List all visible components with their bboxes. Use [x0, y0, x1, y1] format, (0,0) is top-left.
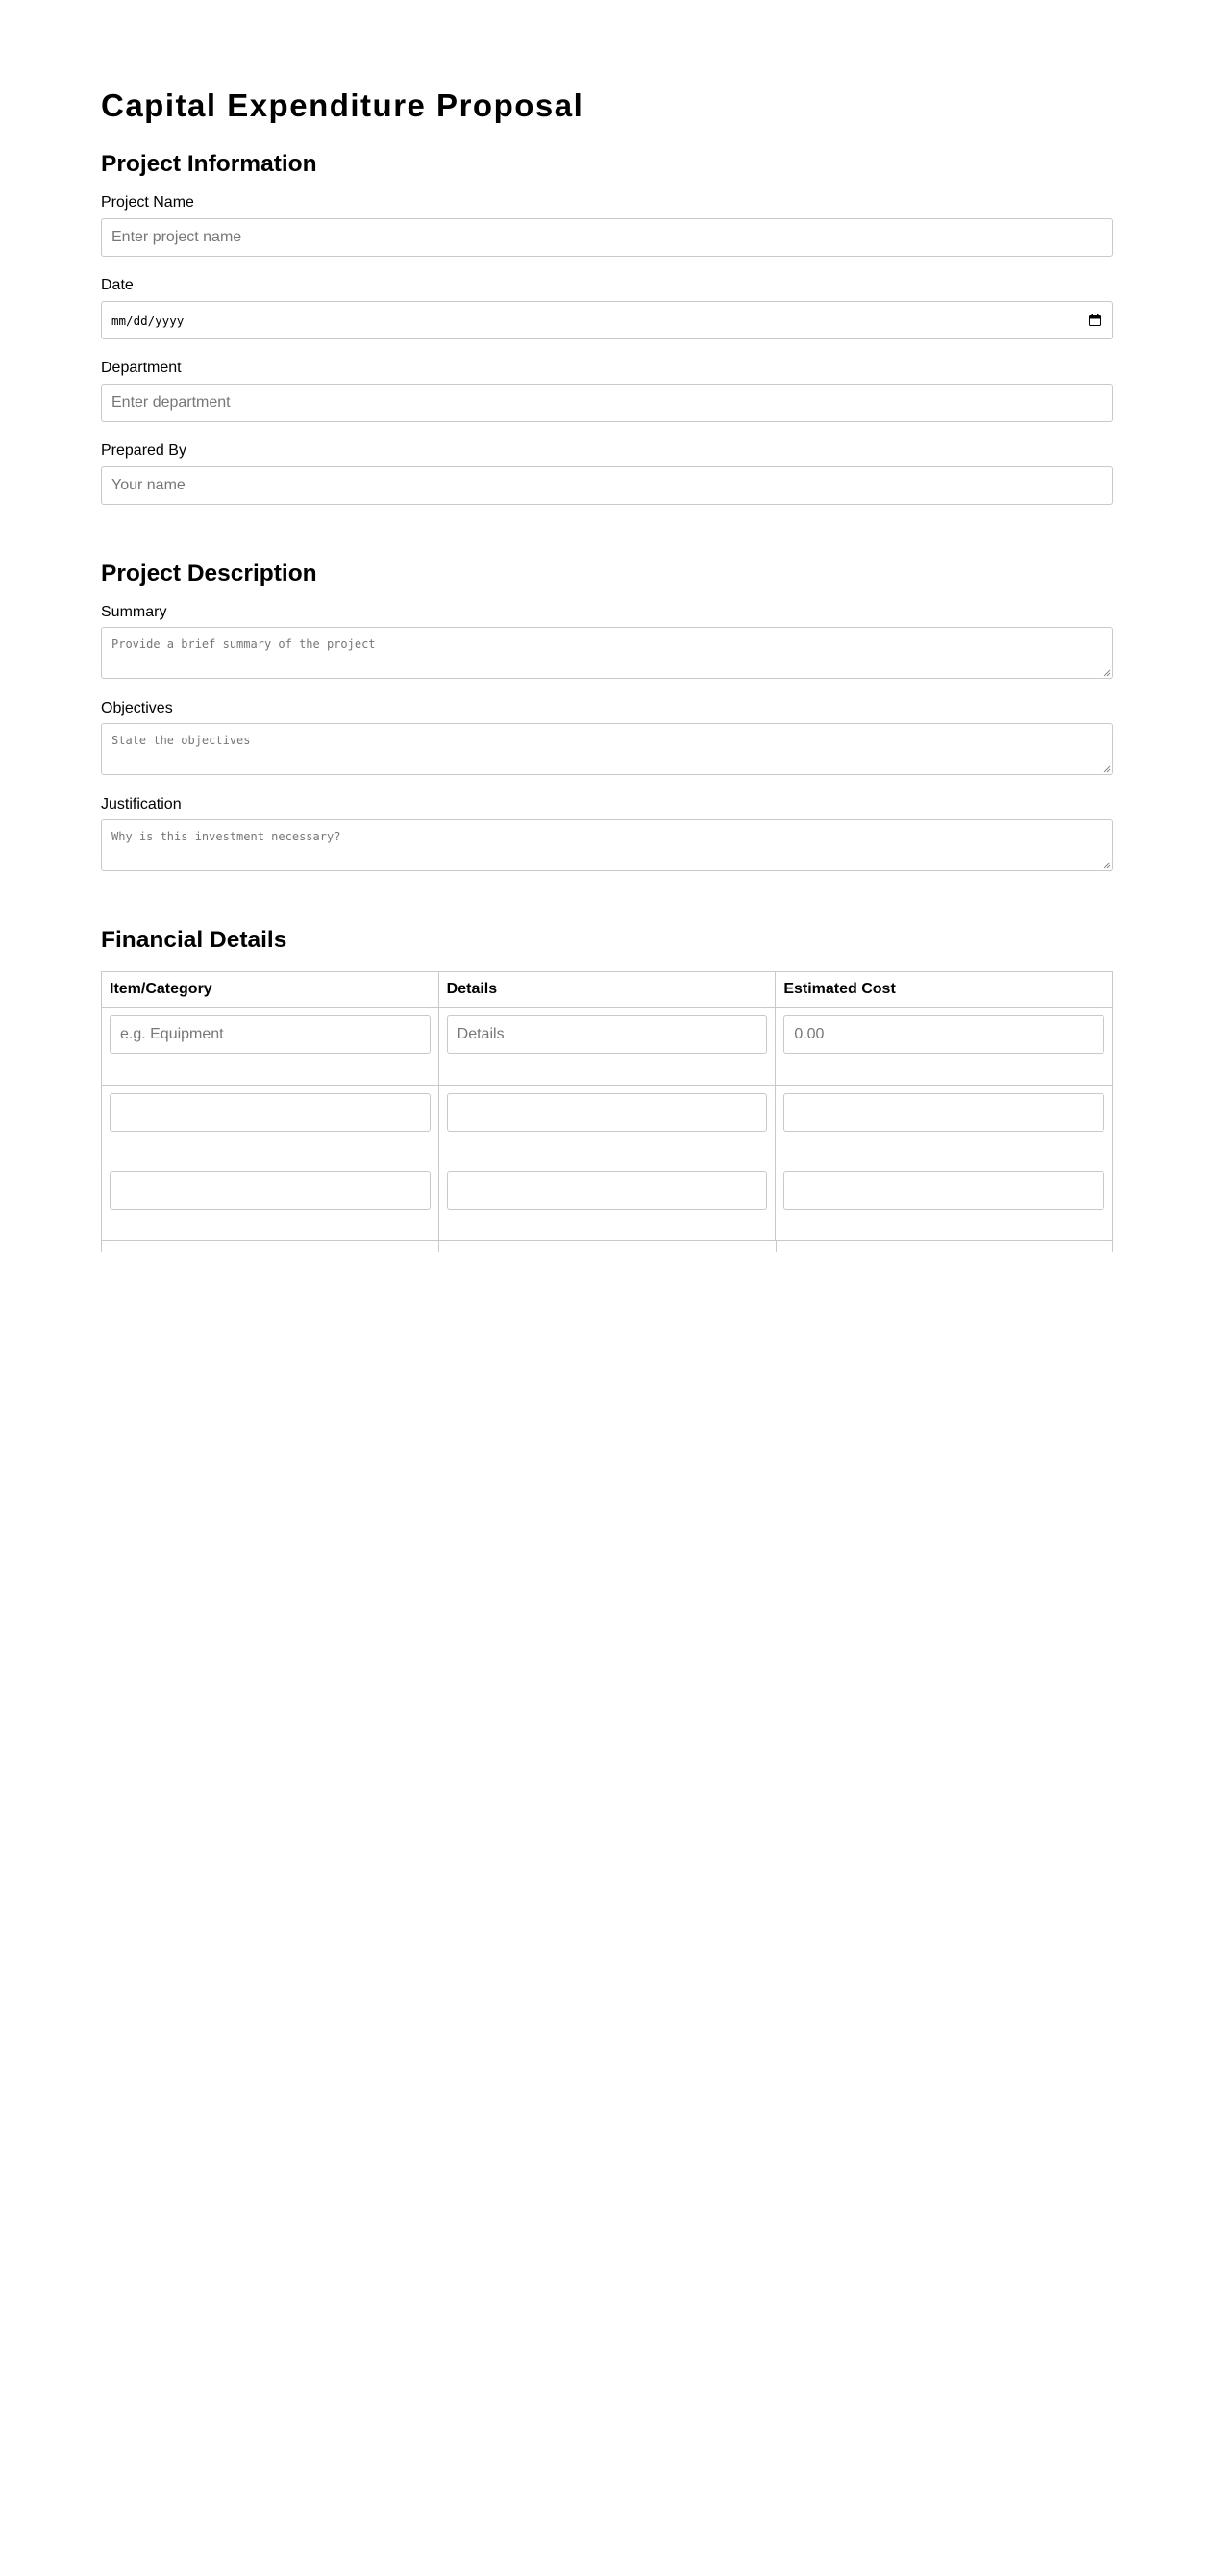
estimated-cost-input[interactable] [783, 1093, 1104, 1132]
table-cell [102, 1163, 439, 1241]
justification-textarea[interactable] [101, 819, 1113, 871]
table-border-line [776, 1240, 777, 1252]
summary-textarea[interactable] [101, 627, 1113, 679]
table-cell [438, 1086, 776, 1163]
section-heading-project-description: Project Description [101, 561, 317, 587]
justification-label: Justification [101, 796, 182, 813]
objectives-field-wrapper [101, 723, 1113, 775]
table-border-line [438, 1240, 439, 1252]
item-category-input[interactable] [110, 1015, 431, 1054]
objectives-label: Objectives [101, 700, 173, 716]
table-cell [438, 1163, 776, 1241]
date-input[interactable] [101, 301, 1113, 339]
project-name-input[interactable] [101, 218, 1113, 257]
table-row [102, 1086, 1113, 1163]
section-heading-financial-details: Financial Details [101, 927, 287, 953]
details-input[interactable] [447, 1093, 768, 1132]
calendar-icon[interactable] [1089, 314, 1101, 326]
table-border-line [101, 1240, 102, 1252]
table-continuation-cutoff [101, 1240, 1113, 1252]
table-cell [776, 1008, 1113, 1086]
table-header-row [102, 972, 1113, 1008]
resize-grip-icon[interactable] [1103, 765, 1111, 773]
date-placeholder: mm/dd/yyyy [111, 313, 185, 328]
details-input[interactable] [447, 1015, 768, 1054]
table-cell [102, 1008, 439, 1086]
justification-field-wrapper [101, 819, 1113, 871]
page-title: Capital Expenditure Proposal [101, 88, 584, 123]
department-label: Department [101, 360, 182, 376]
item-category-input[interactable] [110, 1171, 431, 1210]
objectives-textarea[interactable] [101, 723, 1113, 775]
summary-label: Summary [101, 604, 167, 620]
estimated-cost-input[interactable] [783, 1171, 1104, 1210]
department-input[interactable] [101, 384, 1113, 422]
column-header-item-category: Item/Category [102, 972, 439, 1008]
resize-grip-icon[interactable] [1103, 862, 1111, 869]
table-border-line [1112, 1240, 1113, 1252]
financial-details-table [101, 971, 1113, 1241]
date-label: Date [101, 277, 134, 293]
project-name-label: Project Name [101, 194, 194, 211]
table-cell [438, 1008, 776, 1086]
prepared-by-label: Prepared By [101, 442, 186, 459]
item-category-input[interactable] [110, 1093, 431, 1132]
estimated-cost-input[interactable] [783, 1015, 1104, 1054]
prepared-by-input[interactable] [101, 466, 1113, 505]
column-header-details: Details [438, 972, 776, 1008]
table-row [102, 1008, 1113, 1086]
table-cell [776, 1086, 1113, 1163]
table-cell [776, 1163, 1113, 1241]
section-heading-project-information: Project Information [101, 151, 317, 177]
table-cell [102, 1086, 439, 1163]
summary-field-wrapper [101, 627, 1113, 679]
table-row [102, 1163, 1113, 1241]
column-header-estimated-cost: Estimated Cost [776, 972, 1113, 1008]
resize-grip-icon[interactable] [1103, 669, 1111, 677]
details-input[interactable] [447, 1171, 768, 1210]
